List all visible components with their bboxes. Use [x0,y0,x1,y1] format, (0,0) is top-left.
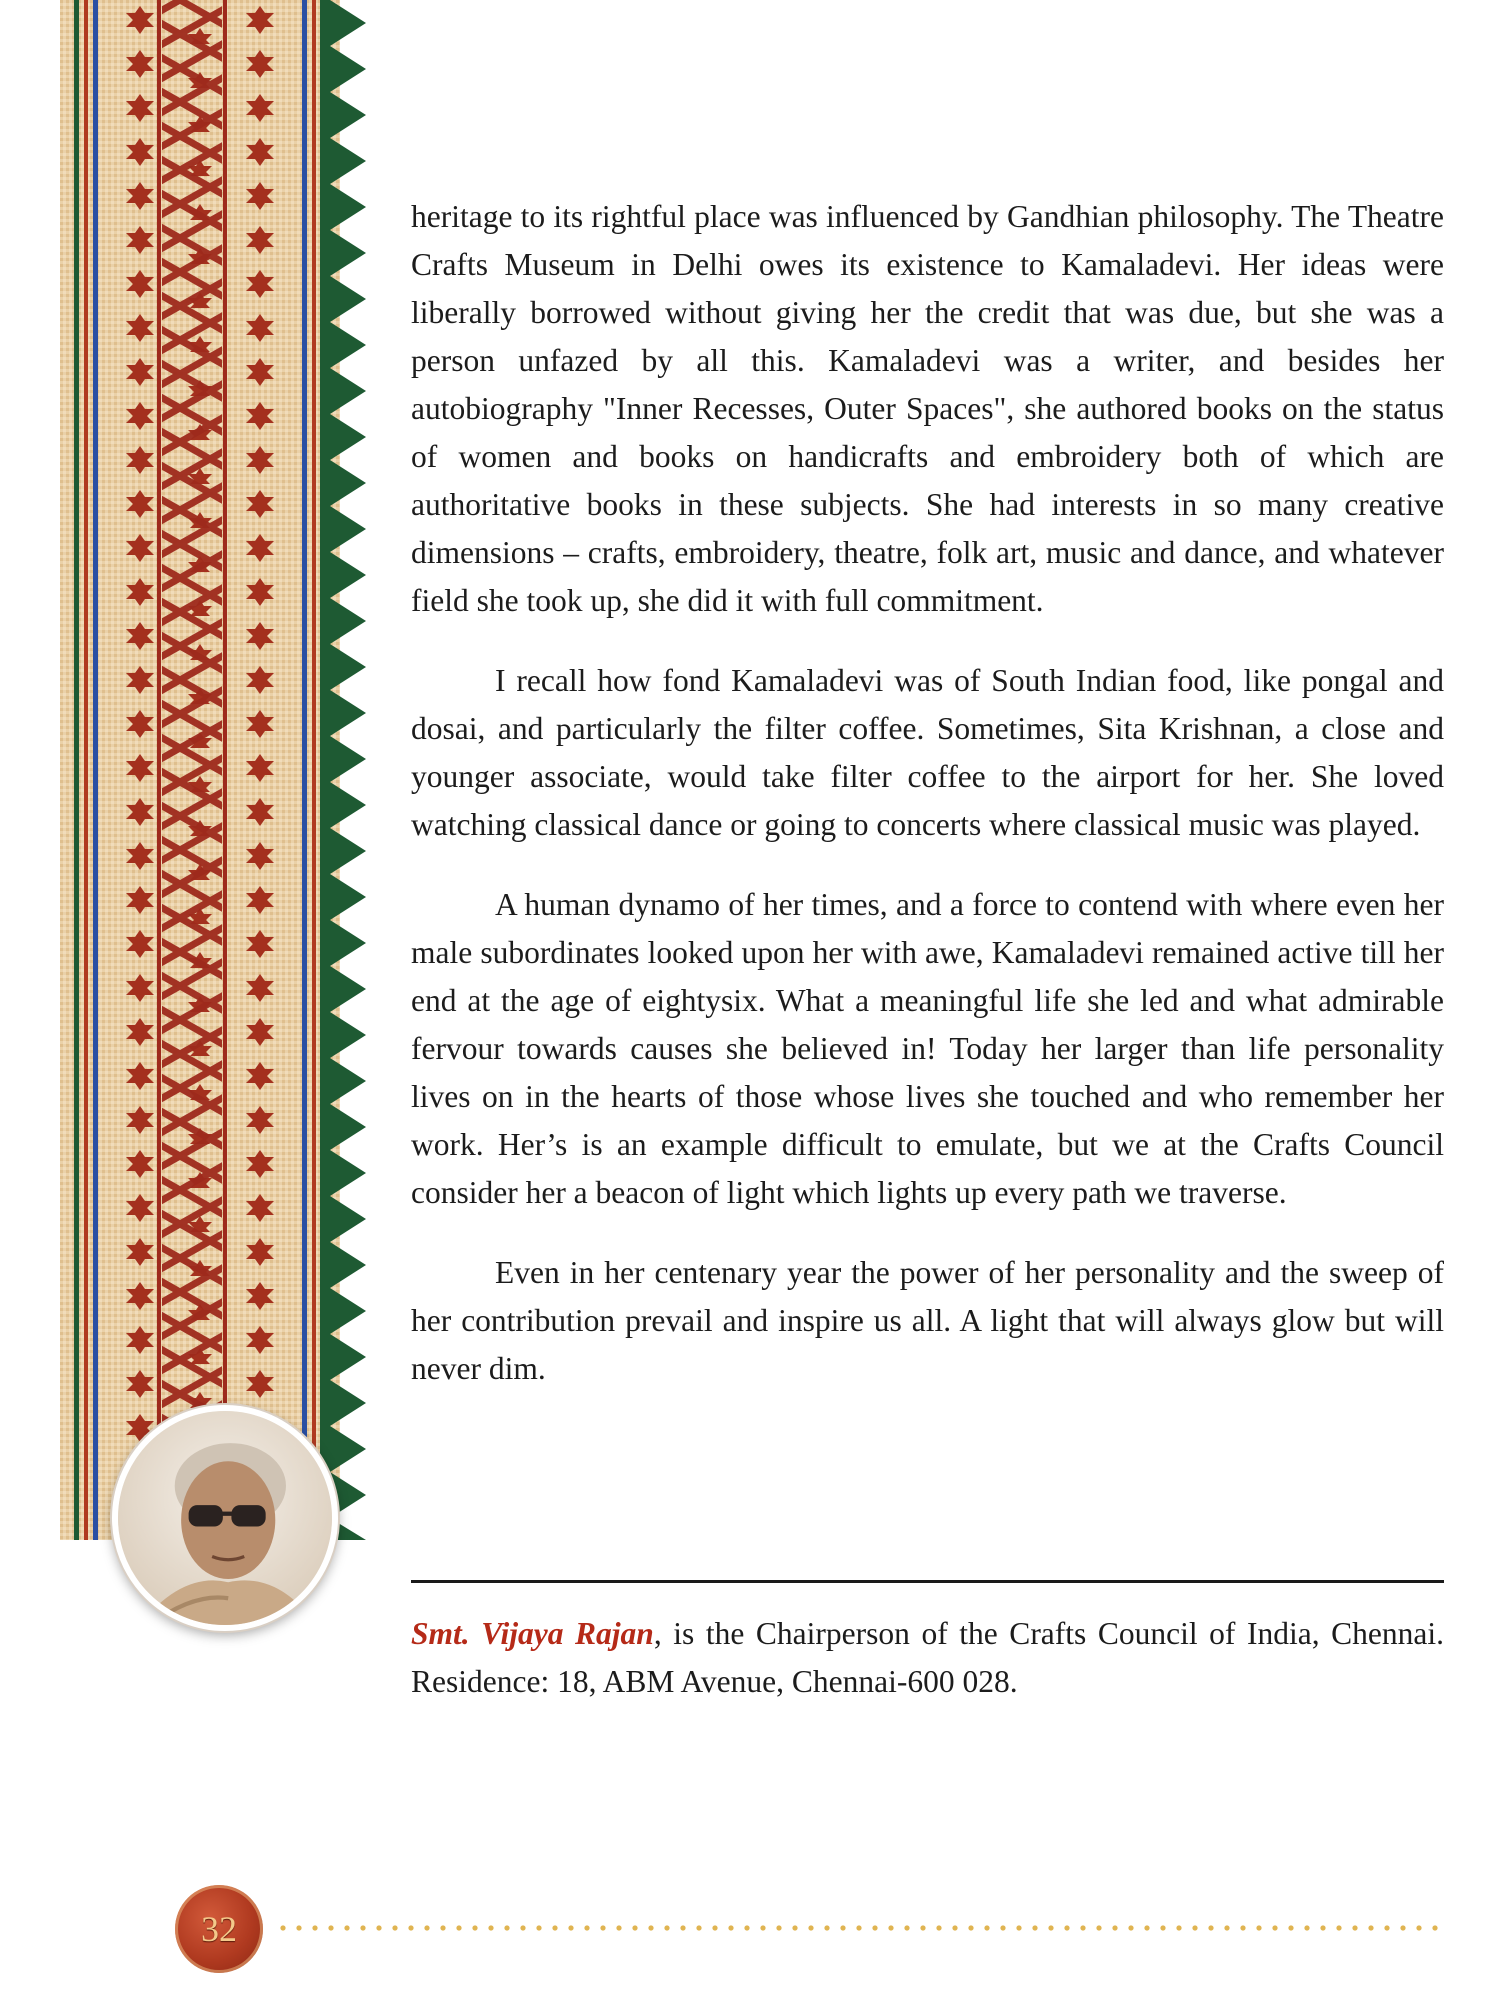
dotted-leader [275,1924,1445,1932]
paragraph: heritage to its rightful place was influenced by Gandhian philosophy. The Theatre Crafts Museum in Delhi owes its existence to Kamaladevi. Her ideas were liberally borrowed without giving her the credit that was due, but she was a person unfazed by all this. Kamaladevi was a writer, and besides her autobiography "Inner Recesses, Outer Spaces", she authored books on the status of women and books on handicrafts and embroidery both of which are authoritative books in these subjects. She had interests in so many creative dimensions – crafts, embroidery, theatre, folk art, music and dance, and whatever field she took up, she did it with full commitment. [411,199,1444,618]
author-portrait [112,1405,338,1631]
page-number: 32 [201,1909,237,1949]
article-body [411,193,1444,1393]
paragraph: A human dynamo of her times, and a force to contend with where even her male subordinates looked upon her with awe, Kamaladevi remained active till her end at the age of eightysix. What a meaningful life she led and what admirable fervour towards causes she believed in! Today her larger than life personality lives on in the hearts of those whose lives she touched and who remember her work. Her’s is an example difficult to emulate, but we at the Crafts Council consider her a beacon of light which lights up every path we traverse. [411,887,1444,1210]
paragraph: Even in her centenary year the power of her personality and the sweep of her contribution prevail and inspire us all. A light that will always glow but will never dim. [411,1255,1444,1386]
page-number-badge [175,1885,263,1973]
author-name: Smt. Vijaya Rajan [411,1616,654,1651]
section-divider [411,1580,1444,1583]
author-byline [411,1610,1444,1706]
paragraph: I recall how fond Kamaladevi was of South Indian food, like pongal and dosai, and particularly the filter coffee. Sometimes, Sita Krishnan, a close and younger associate, would take filter coffee to the airport for her. She loved watching classical dance or going to concerts where classical music was played. [411,663,1444,842]
decorative-border [0,0,400,1620]
author-description: , is the Chairperson of the Crafts Council of India, Chennai. Residence: 18, ABM Avenue, Chennai-600 028. [411,1616,1444,1699]
